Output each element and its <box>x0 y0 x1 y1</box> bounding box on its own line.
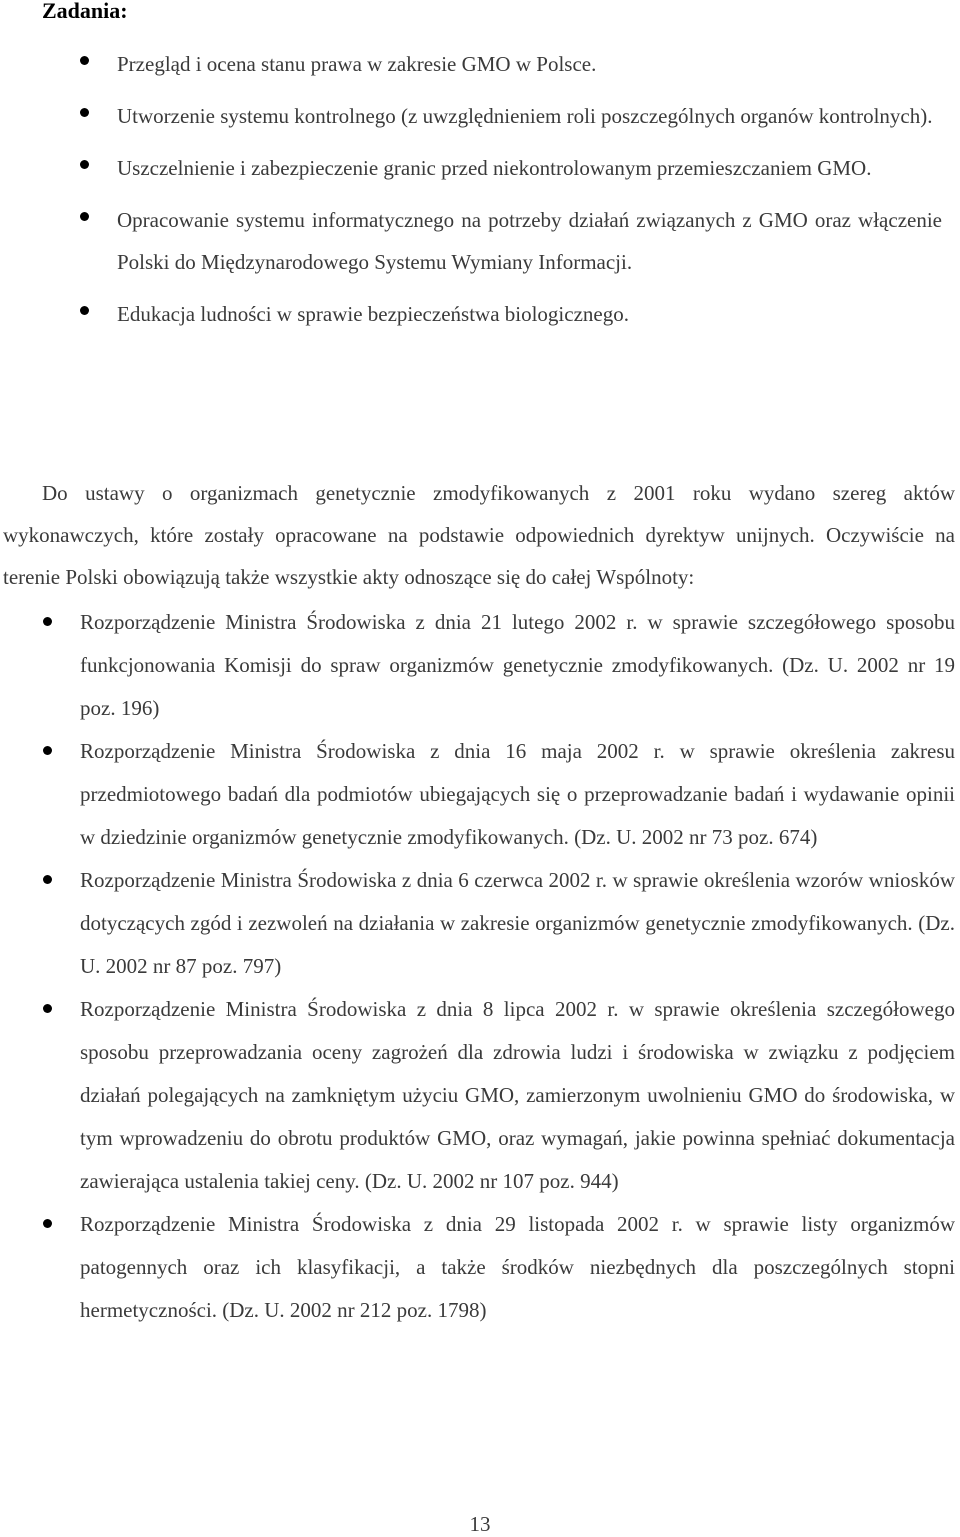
task-text: Edukacja ludności w sprawie bezpieczeństwa biologicznego. <box>117 302 629 326</box>
task-text: Utworzenie systemu kontrolnego (z uwzględnieniem roli poszczególnych organów kontrolnych). <box>117 104 933 128</box>
acts-list <box>0 601 960 1332</box>
task-item <box>0 199 960 283</box>
act-text: Rozporządzenie Ministra Środowiska z dnia 21 lutego 2002 r. w sprawie szczegółowego sposobu funkcjonowania Komisji do spraw organizmów genetycznie zmodyfikowanych. (Dz. U. 2002 nr 19 poz. 196) <box>80 610 955 720</box>
task-text: Opracowanie systemu informatycznego na potrzeby działań związanych z GMO oraz włączenie Polski do Międzynarodowego Systemu Wymiany Informacji. <box>117 208 942 274</box>
tasks-list <box>0 43 960 345</box>
section-heading: Zadania: <box>42 0 128 23</box>
paragraph-text: Do ustawy o organizmach genetycznie zmodyfikowanych z 2001 roku wydano szereg aktów wykonawczych, które zostały opracowane na podstawie odpowiednich dyrektyw unijnych. Oczywiście na terenie Polski obowiązują także wszystkie akty odnoszące się do całej Wspólnoty: <box>3 481 955 589</box>
task-item <box>0 147 960 189</box>
bullet-icon <box>43 617 52 626</box>
bullet-icon <box>80 56 89 65</box>
act-text: Rozporządzenie Ministra Środowiska z dnia 6 czerwca 2002 r. w sprawie określenia wzorów wniosków dotyczących zgód i zezwoleń na działania w zakresie organizmów genetycznie zmodyfikowanych. (Dz. U. 2002 nr 87 poz. 797) <box>80 868 955 978</box>
act-item <box>0 601 960 730</box>
bullet-icon <box>43 1219 52 1228</box>
bullet-icon <box>80 160 89 169</box>
bullet-icon <box>80 306 89 315</box>
bullet-icon <box>80 108 89 117</box>
act-text: Rozporządzenie Ministra Środowiska z dnia 29 listopada 2002 r. w sprawie listy organizmów patogennych oraz ich klasyfikacji, a także środków niezbędnych dla poszczególnych stopni hermetyczności. (Dz. U. 2002 nr 212 poz. 1798) <box>80 1212 955 1322</box>
task-text: Uszczelnienie i zabezpieczenie granic przed niekontrolowanym przemieszczaniem GMO. <box>117 156 872 180</box>
task-item <box>0 43 960 85</box>
act-item <box>0 859 960 988</box>
act-item <box>0 1203 960 1332</box>
act-text: Rozporządzenie Ministra Środowiska z dnia 8 lipca 2002 r. w sprawie określenia szczegółowego sposobu przeprowadzania oceny zagrożeń dla zdrowia ludzi i środowiska w związku z podjęciem działań polegających na zamkniętym użyciu GMO, zamierzonym uwolnieniu GMO do środowiska, w tym wprowadzeniu do obrotu produktów GMO, oraz wymagań, jakie powinna spełniać dokumentacja zawierająca ustalenia takiej ceny. (Dz. U. 2002 nr 107 poz. 944) <box>80 997 955 1193</box>
body-paragraph <box>3 472 955 598</box>
bullet-icon <box>80 212 89 221</box>
bullet-icon <box>43 875 52 884</box>
act-item <box>0 730 960 859</box>
task-item <box>0 95 960 137</box>
act-text: Rozporządzenie Ministra Środowiska z dnia 16 maja 2002 r. w sprawie określenia zakresu przedmiotowego badań dla podmiotów ubiegających się o przeprowadzanie badań i wydawanie opinii w dziedzinie organizmów genetycznie zmodyfikowanych. (Dz. U. 2002 nr 73 poz. 674) <box>80 739 955 849</box>
task-item <box>0 293 960 335</box>
task-text: Przegląd i ocena stanu prawa w zakresie GMO w Polsce. <box>117 52 597 76</box>
page-number: 13 <box>469 1512 491 1536</box>
bullet-icon <box>43 1004 52 1013</box>
act-item <box>0 988 960 1203</box>
bullet-icon <box>43 746 52 755</box>
